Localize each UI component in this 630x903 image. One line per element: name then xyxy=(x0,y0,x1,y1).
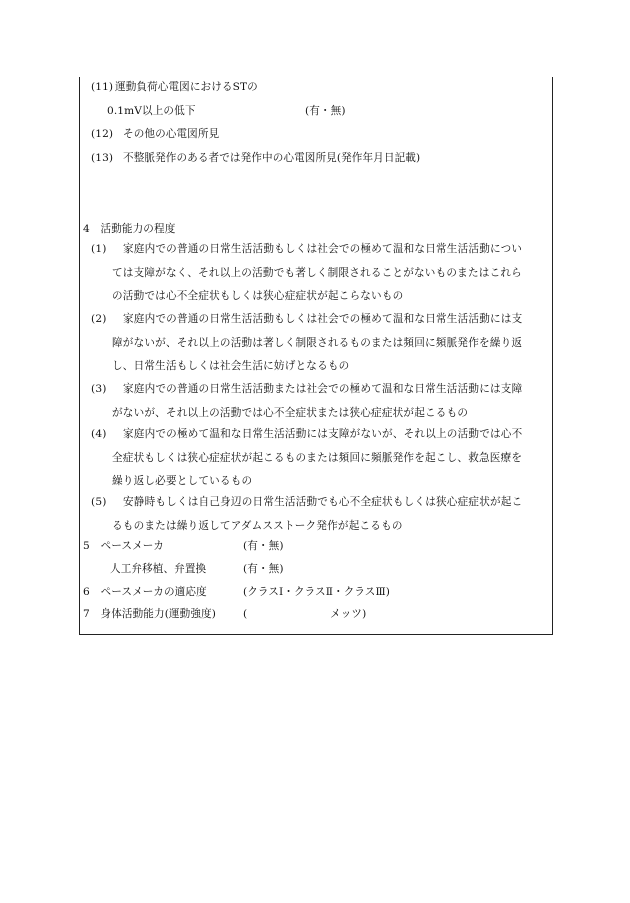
activity-option-5[interactable] xyxy=(91,491,546,539)
item-11-sub-text: 0.1mV以上の低下 xyxy=(107,105,196,117)
item-11-number: (11) xyxy=(91,81,114,93)
activity-option-3[interactable] xyxy=(91,378,546,426)
section-6-label: 6 ペースメーカの適応度 xyxy=(83,586,207,598)
item-13-text: 不整脈発作のある者では発作中の心電図所見(発作年月日記載) xyxy=(123,152,421,164)
item-13 xyxy=(91,151,421,165)
option-5-text: 安静時もしくは自己身辺の日常生活活動でも心不全症状もしくは狭心症症状が起こるものまたは繰り返してアダムスストーク発作が起こるもの xyxy=(112,496,523,532)
section-4-heading: 4 活動能力の程度 xyxy=(83,223,176,235)
option-4-number: (4) xyxy=(91,428,107,440)
item-11 xyxy=(91,80,258,94)
item-11-value[interactable]: (有・無) xyxy=(305,105,346,117)
section-5-label: 5 ペースメーカ xyxy=(83,540,164,552)
item-12-number: (12) xyxy=(91,128,114,140)
activity-option-2[interactable] xyxy=(91,308,546,380)
item-11-text: 運動負荷心電図におけるSTの xyxy=(115,81,258,93)
option-1-number: (1) xyxy=(91,243,107,255)
valve-replacement-label: 人工弁移植、弁置換 xyxy=(110,563,207,575)
pacemaker-value[interactable]: (有・無) xyxy=(243,540,284,552)
section-7-label: 7 身体活動能力(運動強度) xyxy=(83,608,216,620)
item-12 xyxy=(91,127,220,141)
item-11-sub xyxy=(107,104,196,118)
item-13-number: (13) xyxy=(91,152,114,164)
item-12-text: その他の心電図所見 xyxy=(123,128,220,140)
valve-replacement-value[interactable]: (有・無) xyxy=(243,563,284,575)
option-3-text: 家庭内での普通の日常生活活動または社会での極めて温和な日常生活活動には支障がないが、それ以上の活動では心不全症状または狭心症症状が起こるもの xyxy=(112,383,523,419)
mets-open-paren: ( xyxy=(243,608,248,620)
pacemaker-class-value[interactable]: (クラスⅠ・クラスⅡ・クラスⅢ) xyxy=(243,586,391,598)
mets-unit: メッツ) xyxy=(330,608,367,620)
option-4-text: 家庭内での極めて温和な日常生活活動には支障がないが、それ以上の活動では心不全症状もしくは狭心症症状が起こるものまたは頻回に頻脈発作を起こし、救急医療を繰り返し必要としているもの xyxy=(112,428,523,488)
option-5-number: (5) xyxy=(91,496,107,508)
option-1-text: 家庭内での普通の日常生活活動もしくは社会での極めて温和な日常生活活動については支障がなく、それ以上の活動でも著しく制限されることがないものまたはこれらの活動では心不全症状もしくは狭心症症状が起こらないもの xyxy=(112,243,523,303)
activity-option-1[interactable] xyxy=(91,238,546,310)
option-2-number: (2) xyxy=(91,313,107,325)
activity-option-4[interactable] xyxy=(91,423,546,495)
option-3-number: (3) xyxy=(91,383,107,395)
option-2-text: 家庭内での普通の日常生活活動もしくは社会での極めて温和な日常生活活動には支障がないが、それ以上の活動は著しく制限されるものまたは頻回に頻脈発作を繰り返し、日常生活もしくは社会生活に妨げとなるもの xyxy=(112,313,523,373)
